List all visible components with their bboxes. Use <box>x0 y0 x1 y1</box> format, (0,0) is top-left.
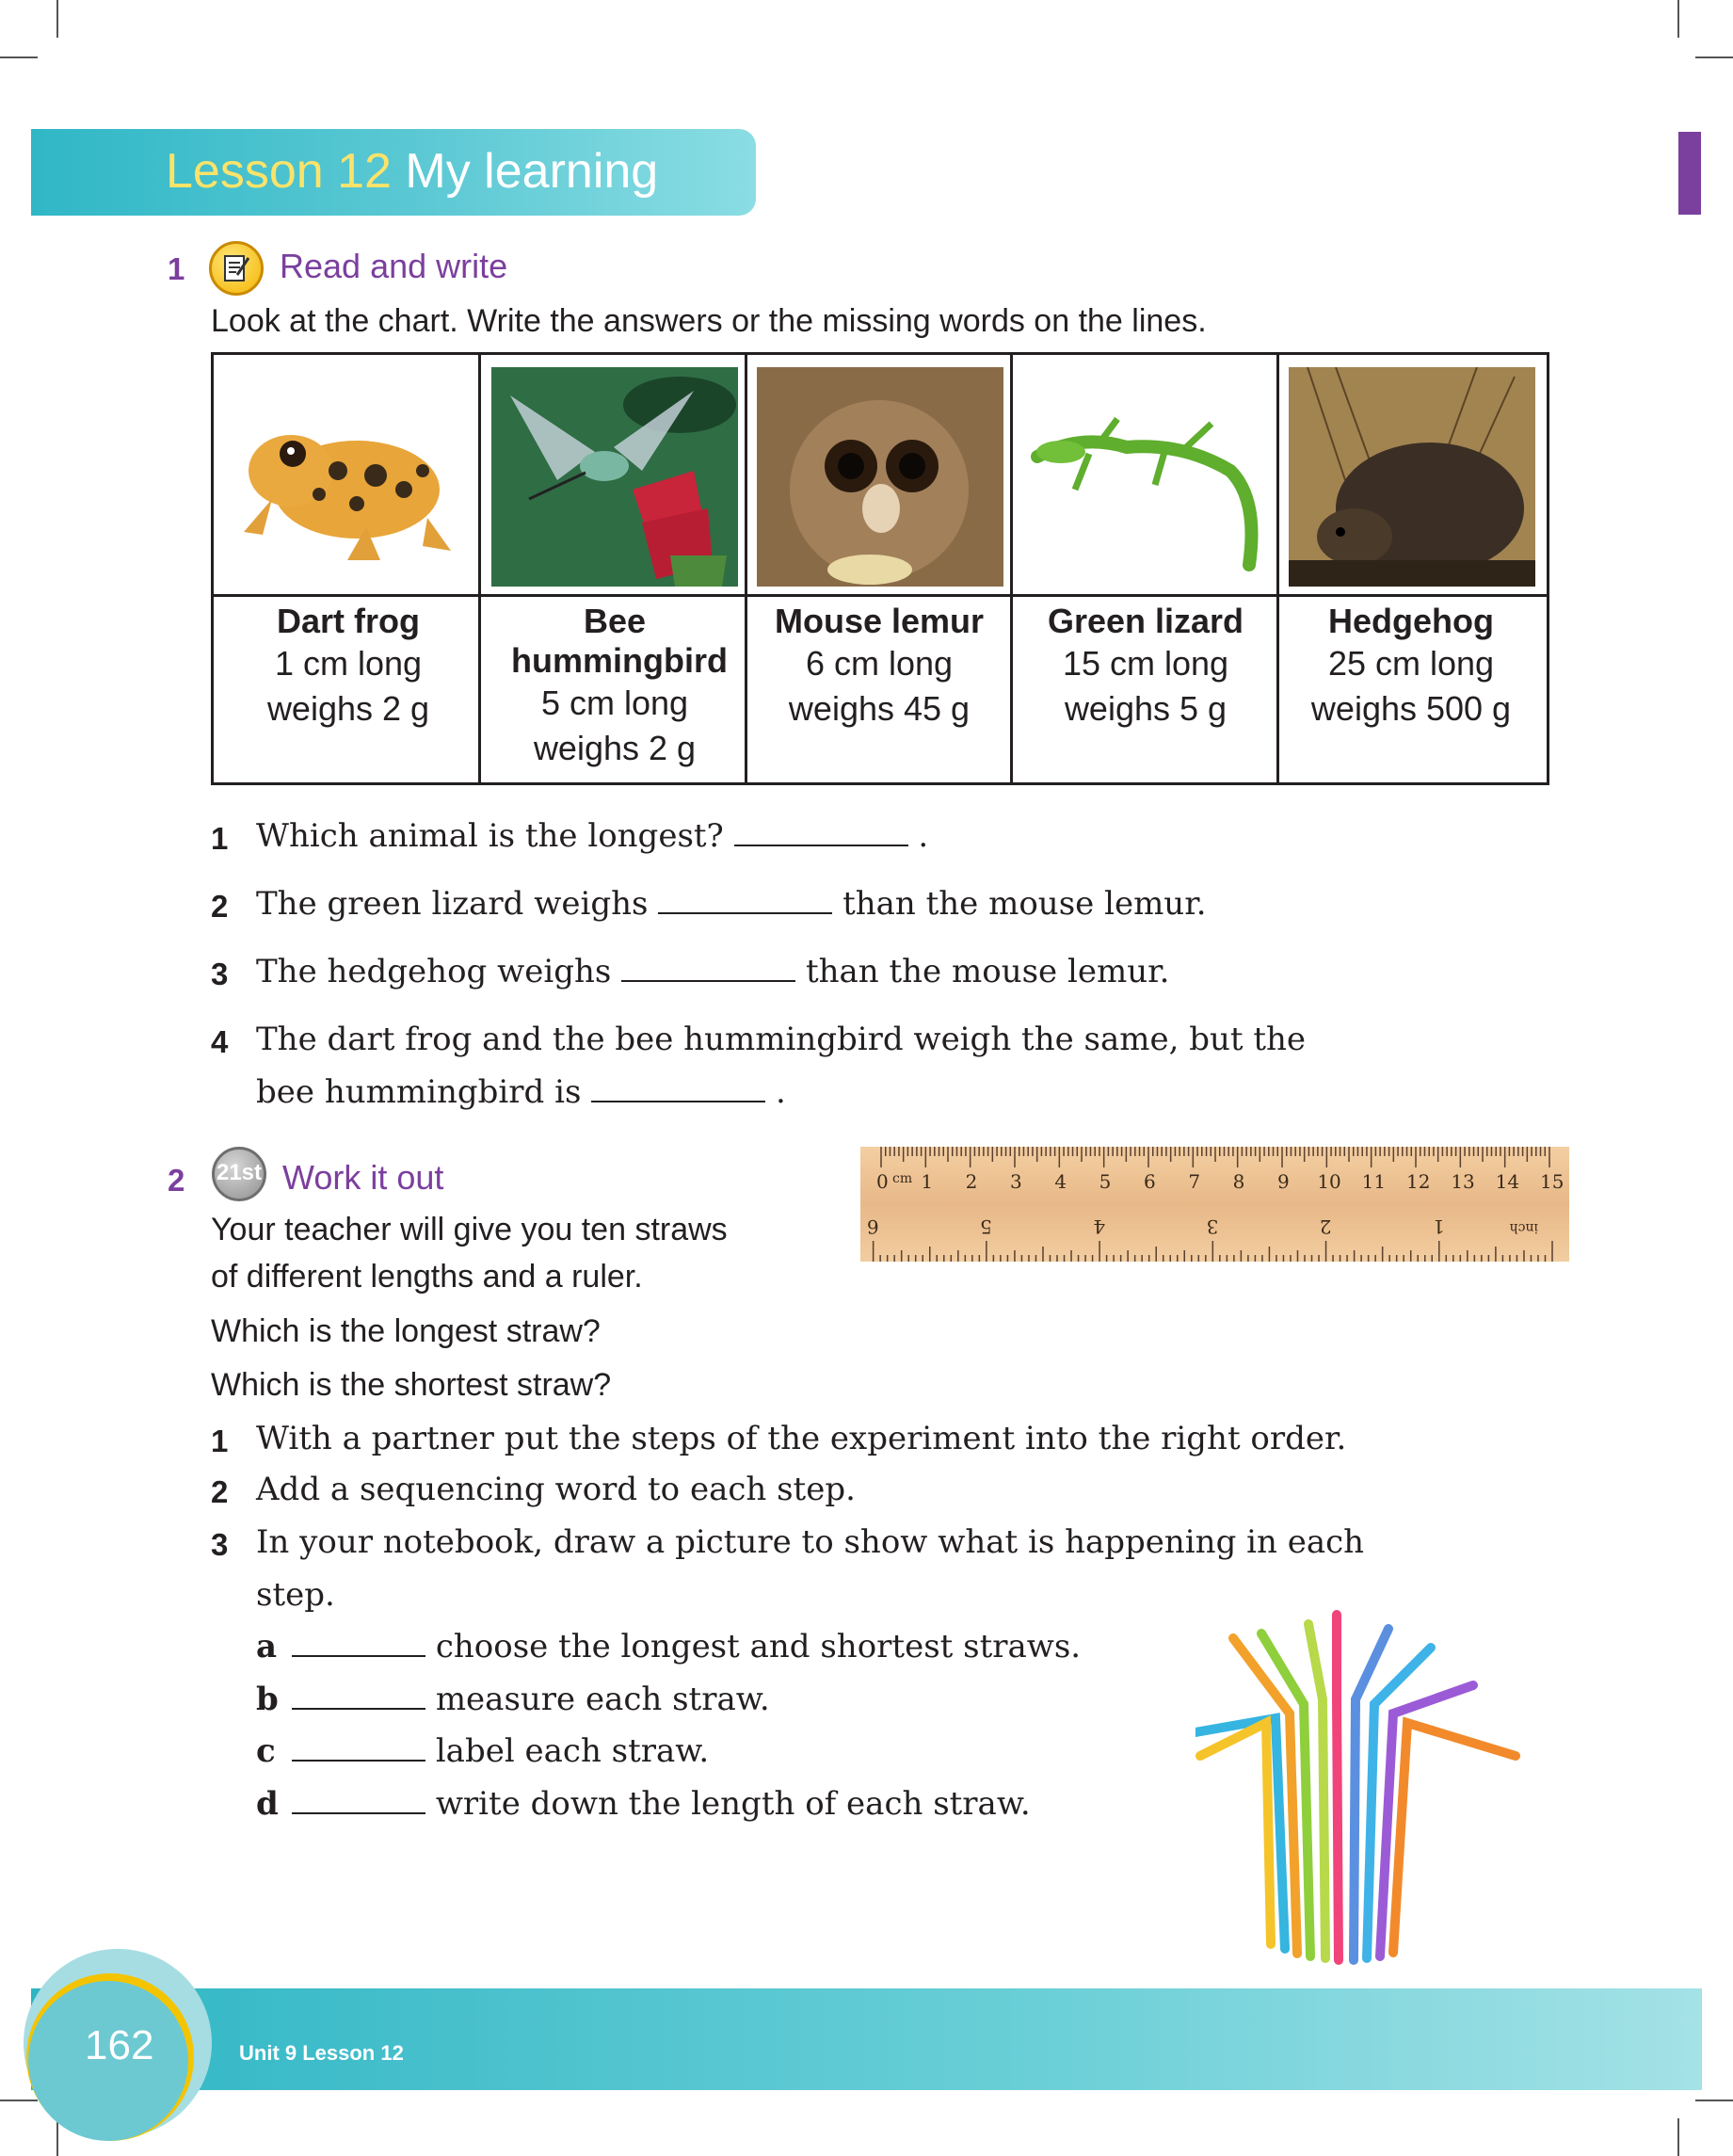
question-3: The hedgehog weighs than the mouse lemur. <box>256 953 1170 990</box>
animal-cell <box>1279 602 1543 732</box>
row-divider <box>214 594 1547 597</box>
ruler-inch-label: 5 <box>980 1215 992 1238</box>
read-write-icon <box>209 241 264 296</box>
ruler-cm-label: 8 <box>1232 1170 1245 1193</box>
animal-weight: weighs 5 g <box>1064 689 1228 728</box>
sequencing-blank[interactable] <box>292 1737 425 1762</box>
ruler-cm-label: 2 <box>965 1170 978 1193</box>
step-a: choose the longest and shortest straws. <box>292 1628 1081 1665</box>
footer-label: Unit 9 Lesson 12 <box>239 2041 404 2065</box>
task-text: With a partner put the steps of the experiment into the right order. <box>256 1420 1347 1457</box>
animal-name: Mouse lemur <box>774 602 985 640</box>
animal-length: 5 cm long <box>540 684 689 722</box>
ruler-cm-label: 10 <box>1317 1170 1341 1193</box>
ruler-cm-label: 11 <box>1361 1170 1387 1193</box>
sequencing-blank[interactable] <box>292 1685 425 1710</box>
ruler-inch-label: 6 <box>866 1215 879 1238</box>
sequencing-blank[interactable] <box>292 1790 425 1814</box>
21st-century-skills-icon: 21st <box>212 1147 266 1201</box>
ruler-cm-label: 1 <box>921 1170 934 1193</box>
step-d: write down the length of each straw. <box>292 1785 1031 1823</box>
question-1: Which animal is the longest? . <box>256 817 929 855</box>
animal-name: Dart frog <box>277 602 420 640</box>
question-2: The green lizard weighs than the mouse lemur. <box>256 885 1207 923</box>
intro-line: Which is the longest straw? <box>211 1313 601 1349</box>
step-b: measure each straw. <box>292 1681 770 1718</box>
lesson-title <box>166 141 658 201</box>
animal-length: 1 cm long <box>274 644 423 683</box>
section-number: 2 <box>168 1163 185 1198</box>
task-number: 2 <box>211 1474 229 1509</box>
step-c: label each straw. <box>292 1732 709 1770</box>
animal-name: Bee hummingbird <box>511 602 728 680</box>
ruler-cm-label: 15 <box>1540 1170 1565 1193</box>
animal-cell <box>217 602 480 732</box>
sequencing-blank[interactable] <box>292 1633 425 1657</box>
crop-mark <box>56 0 58 38</box>
ruler-inch-label: 1 <box>1433 1215 1445 1238</box>
animal-weight: weighs 500 g <box>1310 689 1512 728</box>
green-lizard-photo <box>1023 367 1270 587</box>
ruler-image <box>860 1147 1569 1262</box>
ruler-cm-label: 14 <box>1495 1170 1520 1193</box>
step-letter: d <box>256 1785 279 1823</box>
footer-bar <box>31 1988 1702 2090</box>
section-title: Work it out <box>282 1158 444 1197</box>
ruler-cm-unit: cm <box>892 1171 913 1186</box>
step-letter: b <box>256 1681 279 1718</box>
question-number: 3 <box>211 957 229 991</box>
ruler-inch-label: 2 <box>1319 1215 1332 1238</box>
crop-mark <box>1695 56 1733 58</box>
crop-mark <box>56 2118 58 2156</box>
answer-blank[interactable] <box>591 1078 765 1102</box>
animal-cell <box>747 602 1011 732</box>
ruler-cm-label: 6 <box>1144 1170 1156 1193</box>
section-number: 1 <box>168 251 185 286</box>
animal-weight: weighs 45 g <box>788 689 971 728</box>
animal-weight: weighs 2 g <box>266 689 430 728</box>
question-number: 2 <box>211 889 229 924</box>
ruler-body <box>860 1147 1569 1262</box>
animal-cell <box>1014 602 1277 732</box>
ruler-cm-label: 5 <box>1099 1170 1112 1193</box>
animal-name: Green lizard <box>1047 602 1244 640</box>
task-text-cont: step. <box>256 1576 335 1614</box>
animal-cell <box>483 602 746 771</box>
question-number: 1 <box>211 821 229 856</box>
step-letter: a <box>256 1628 278 1665</box>
ruler-cm-label: 12 <box>1406 1170 1431 1193</box>
task-text: In your notebook, draw a picture to show what is happening in each <box>256 1523 1365 1561</box>
answer-blank[interactable] <box>734 822 908 846</box>
intro-line: Which is the shortest straw? <box>211 1367 612 1403</box>
ruler-cm-label: 7 <box>1188 1170 1201 1193</box>
lesson-title-text: My learning <box>405 144 659 199</box>
crop-mark <box>0 56 38 58</box>
straws-image <box>1195 1610 1534 1968</box>
answer-blank[interactable] <box>621 957 795 982</box>
animal-name: Hedgehog <box>1328 602 1494 640</box>
section-title: Read and write <box>280 247 508 285</box>
hedgehog-photo <box>1289 367 1535 587</box>
instruction: Look at the chart. Write the answers or the missing words on the lines. <box>211 303 1207 339</box>
crop-mark <box>1695 2100 1733 2101</box>
lesson-label: Lesson 12 <box>166 144 392 199</box>
step-letter: c <box>256 1732 276 1770</box>
animal-weight: weighs 2 g <box>533 729 697 767</box>
animal-length: 15 cm long <box>1062 644 1229 683</box>
ruler-inch-label: 4 <box>1093 1215 1106 1238</box>
task-text: Add a sequencing word to each step. <box>256 1471 856 1508</box>
ruler-cm-label: 0 <box>876 1170 889 1193</box>
ruler-cm-label: 4 <box>1054 1170 1067 1193</box>
ruler-cm-label: 9 <box>1277 1170 1290 1193</box>
dart-frog-photo <box>225 367 472 587</box>
task-number: 3 <box>211 1527 229 1562</box>
animal-chart <box>211 352 1549 785</box>
question-4-cont: bee hummingbird is . <box>256 1073 786 1111</box>
crop-mark <box>1677 0 1679 38</box>
crop-mark <box>1677 2118 1679 2156</box>
question-number: 4 <box>211 1024 229 1059</box>
ruler-cm-label: 3 <box>1010 1170 1022 1193</box>
question-4: The dart frog and the bee hummingbird weigh the same, but the <box>256 1021 1307 1058</box>
animal-length: 6 cm long <box>805 644 954 683</box>
answer-blank[interactable] <box>658 890 832 914</box>
task-number: 1 <box>211 1424 229 1458</box>
animal-length: 25 cm long <box>1327 644 1495 683</box>
ruler-inch-unit: inch <box>1509 1220 1538 1235</box>
page-number: 162 <box>85 2022 154 2068</box>
ruler-inch-label: 3 <box>1206 1215 1219 1238</box>
crop-mark <box>0 2100 38 2101</box>
intro-line: Your teacher will give you ten straws <box>211 1212 728 1247</box>
hummingbird-photo <box>491 367 738 587</box>
intro-line: of different lengths and a ruler. <box>211 1259 643 1295</box>
side-tab <box>1678 132 1701 215</box>
mouse-lemur-photo <box>757 367 1003 587</box>
ruler-cm-label: 13 <box>1451 1170 1475 1193</box>
